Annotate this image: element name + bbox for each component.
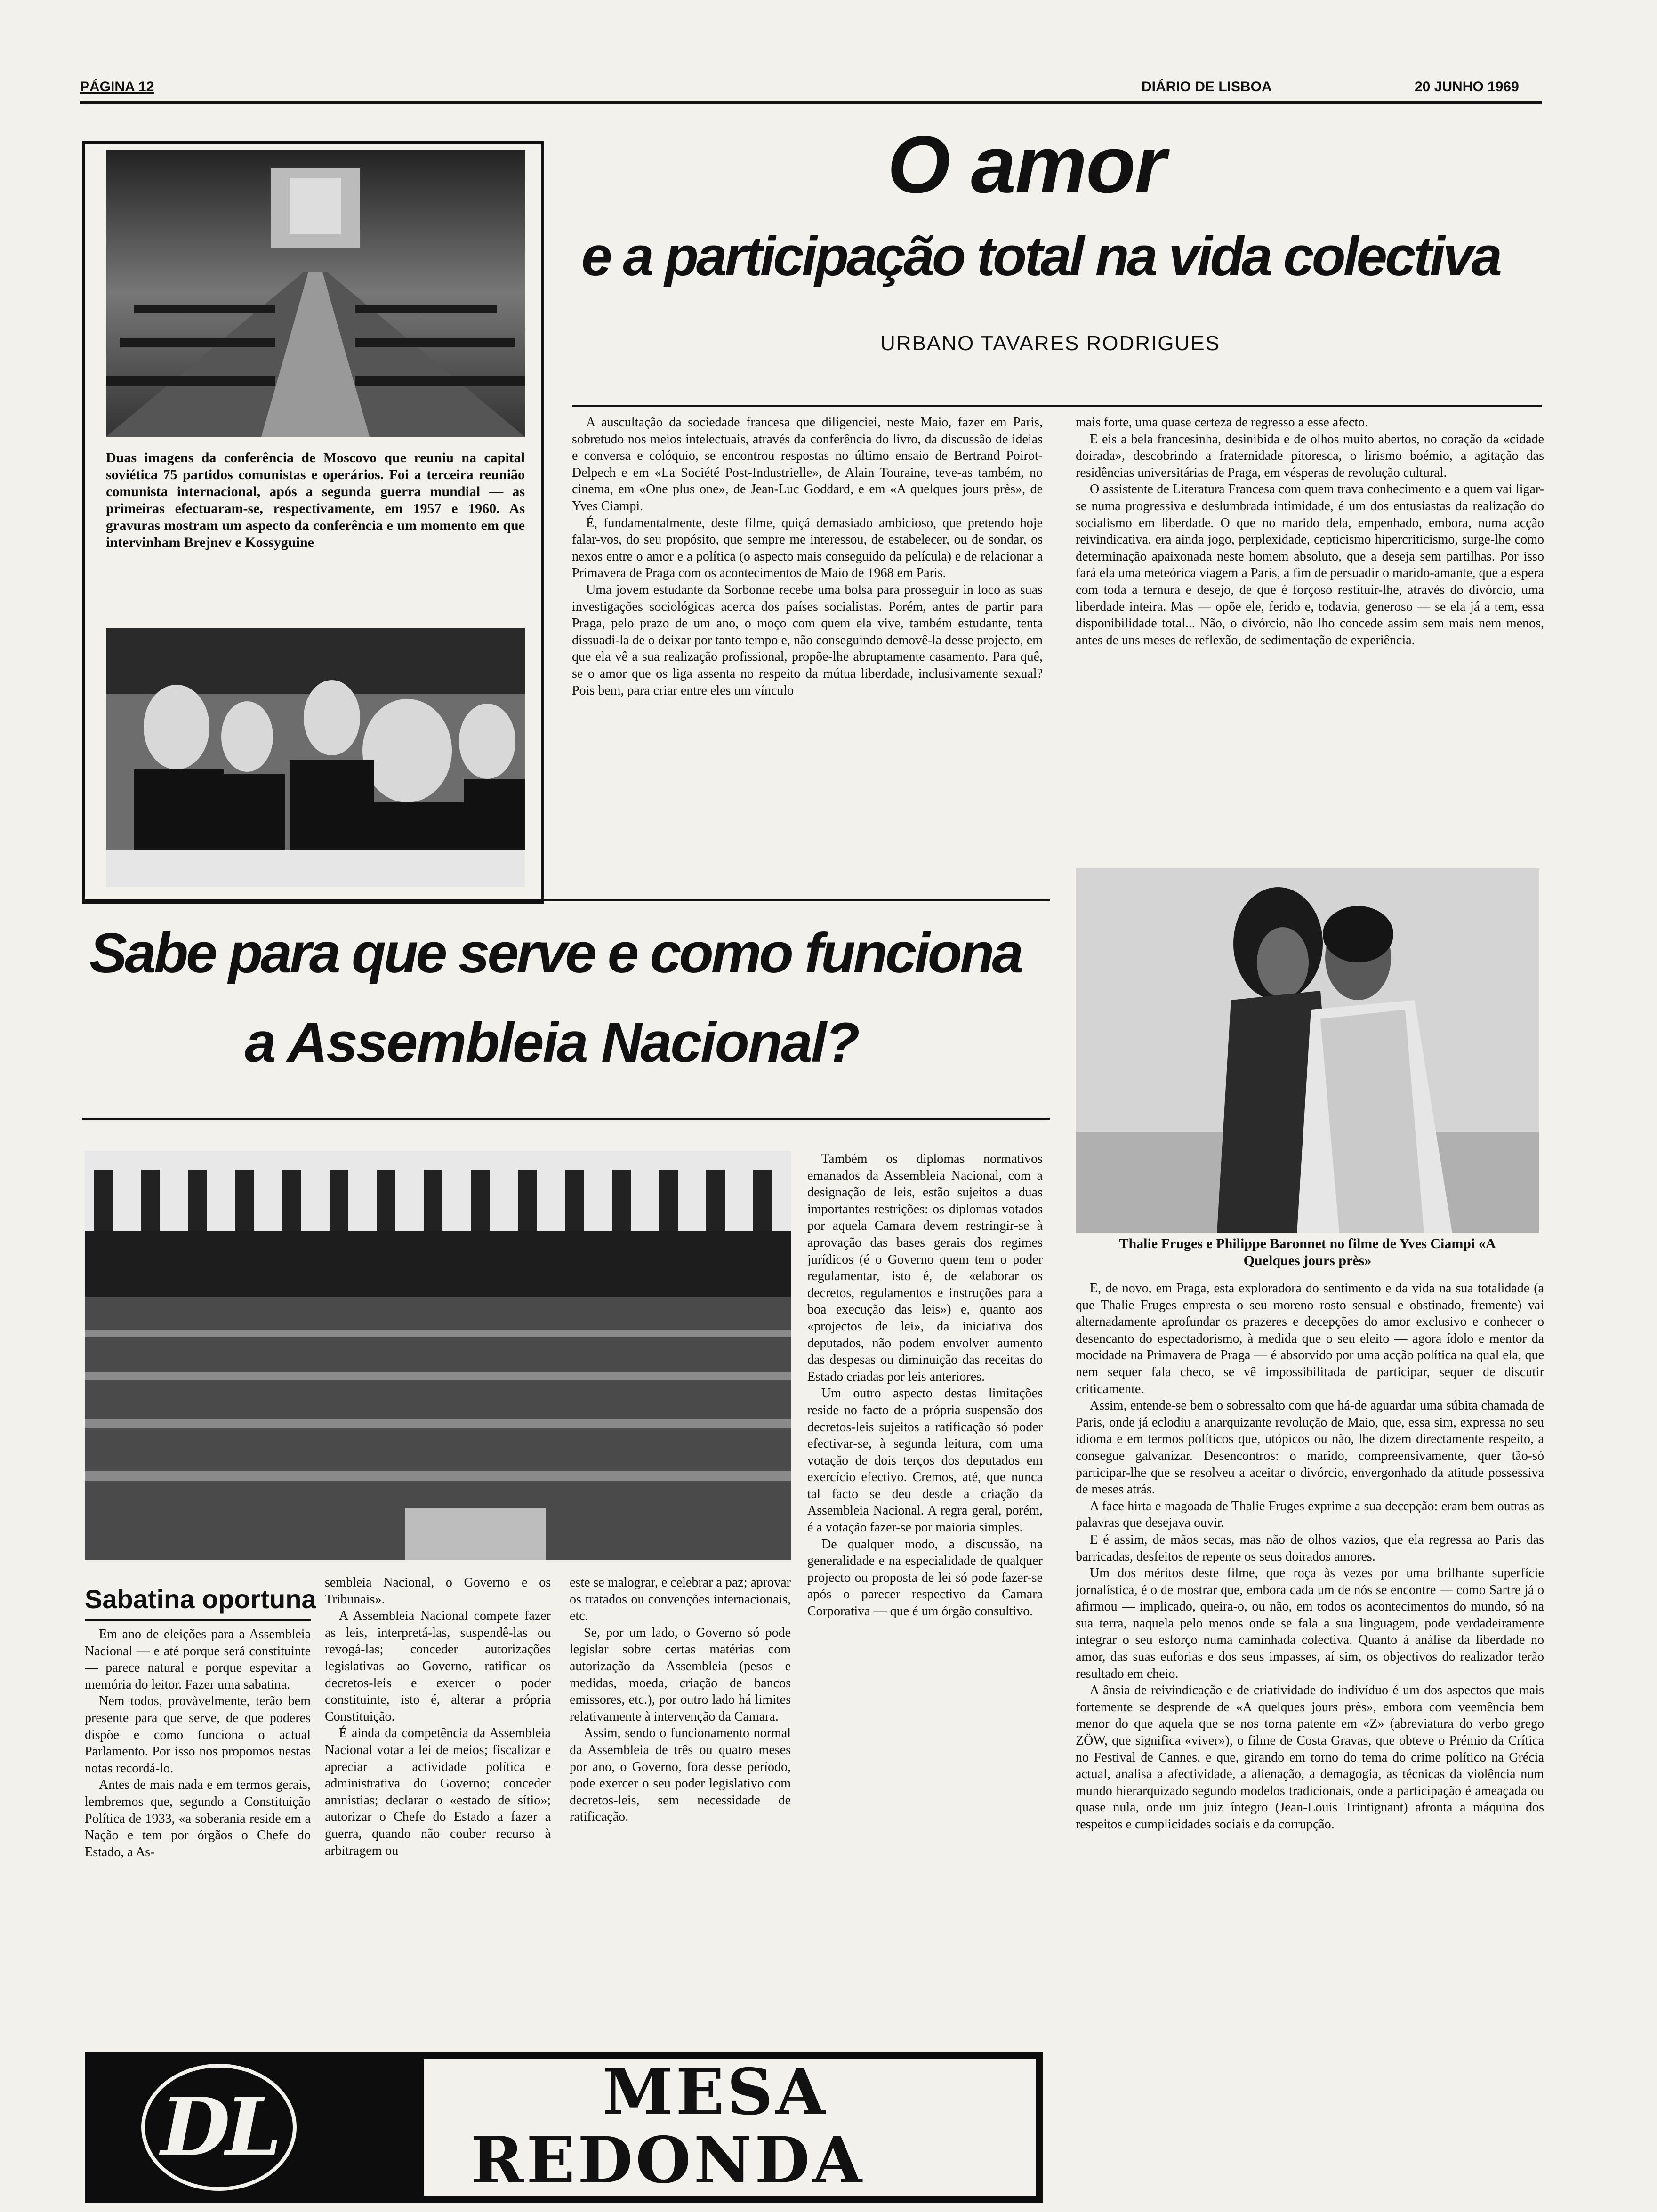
paragraph: Se, por um lado, o Governo só pode legislar sobre certas matérias com autorização da Assembleia (pesos e medidas, moeda, criação de bancos emissores, etc.), por outro lado há limites relativamente à intervenção da Camara. [570,1625,791,1724]
paragraph: E é assim, de mãos secas, mas não de olhos vazios, que ela regressa ao Paris das barricadas, desfeitos de repente os seus doirados amores. [1076,1532,1544,1564]
feature-column-2 [1076,414,1544,854]
moscow-conference-photo [106,150,525,437]
moscow-caption: Duas imagens da conferência de Moscovo que reuniu na capital soviética 75 partidos comunistas e operários. Foi a terceira reunião comunista internacional, após a segunda guerra mundial — as primeiras efectuaram-se, respectivamente, em 1957 e 1960. As gravuras mostram um aspecto da conferência e um momento em que intervinham Brejnev e Kossyguine [106,450,525,550]
assembly-top-rule [82,899,1050,901]
paragraph: É, fundamentalmente, deste filme, quiçá demasiado ambicioso, que pretendo hoje falar-vos, do seu propósito, que sempre me interessou, de estabelecer, ou de sondar, os nexos entre o amor e a política (o aspecto mais conseguido da película) e de relacionar a Primavera de Praga com os acontecimentos de Maio de 1968 em Paris. [572,515,1043,581]
paragraph: mais forte, uma quase certeza de regresso a esse afecto. [1076,415,1368,430]
assembly-headline-2: a Assembleia Nacional? [245,1011,859,1074]
paragraph: A face hirta e magoada de Thalie Fruges exprime a sua decepção: eram bem outras as palavras que desejava ouvir. [1076,1499,1544,1531]
paragraph: Uma jovem estudante da Sorbonne recebe uma bolsa para prosseguir in loco as suas investigações sociológicas acerca dos países socialistas. Porém, antes de partir para Praga, pelo prazo de um ano, o moço com quem ela vive, também estudante, tenta dissuadi-la de o deixar por tanto tempo e, não conseguindo demovê-la desse projecto, em que ela vê a sua realização profissional, propõe-lhe abruptamente casamento. Para quê, se o amor que os liga assenta no respeito da mútua liberdade, inclusivamente sexual? Pois bem, para criar entre eles um vínculo [572,582,1043,698]
feature-author: URBANO TAVARES RODRIGUES [880,332,1220,355]
paragraph: Um outro aspecto destas limitações reside no facto de a própria suspensão dos decretos-leis sujeitos a ratificação só poder efectivar-se, à segunda leitura, com uma votação de dois terços dos deputados em exercício efectivo. Cremos, até, que nunca tal facto se deu desde a criação da Assembleia Nacional. A regra geral, porém, é a votação fazer-se por maioria simples. [807,1386,1043,1535]
feature-column-1 [572,414,1043,899]
assembly-column-3 [570,1574,791,2040]
newspaper-name: DIÁRIO DE LISBOA [1142,79,1272,95]
page-number: PÁGINA 12 [80,79,154,95]
assembly-column-4 [807,1151,1043,2040]
dl-logo-text: DL [161,2080,277,2174]
assembly-hall-photo [85,1151,791,1560]
paragraph: sembleia Nacional, o Governo e os Tribunais». [325,1575,551,1607]
paragraph: A ânsia de reivindicação e de criatividade do indivíduo é um dos aspectos que mais fortemente se desprende de «A quelques jours près», embora com veemência bem menor do que aquela que se nos torna patente em «Z» (abreviatura do verbo grego ZÖW, que significa «viver»), o filme de Costa Gravas, que obteve o Prémio da Crítica no Festival de Cannes, e que, girando em torno do tema do crime político na Grécia actual, analisa a afectividade, a alienação, a demagogia, as técnicas da violência num mundo hierarquizado segundo modelos tradicionais, onde a participação é ameaçada ou quase nula, onde um juiz íntegro (Jean-Louis Trintignant) afronta a máquina dos respeitos e cumplicidades sociais e da corrupção. [1076,1683,1544,1832]
feature-title: O amor [887,120,1166,210]
assembly-column-1 [85,1626,311,2040]
assembly-headline: Sabe para que serve e como funciona [89,922,1022,985]
brezhnev-kosygin-photo [106,628,525,887]
banner-line-2: REDONDA [471,2123,865,2197]
paragraph: E eis a bela francesinha, desinibida e de olhos muito abertos, no coração da «cidade doirada», descobrindo a fraternidade pitoresca, o lirismo boémio, a agitação das residências universitárias de Praga, em vésperas de revolução cultural. [1076,432,1544,480]
paragraph: E, de novo, em Praga, esta exploradora do sentimento e da vida na sua totalidade (a que Thalie Fruges empresta o seu moreno rosto sensual e obstinado, fremente) vai alternadamente aprofundar os prazeres e decepções do amor exclusivo e conhecer o desencanto do espectadorismo, à medida que o seu eleito — agora ídolo e mentor da mocidade na Primavera de Praga — é absorvido por uma acção política na qual ela, que nem sequer fala checo, se vê impossibilitada de participar, sequer de discutir criticamente. [1076,1281,1544,1396]
paragraph: Assim, sendo o funcionamento normal da Assembleia de três ou quatro meses por ano, o Governo, fora desse período, pode exercer o seu poder legislativo com decretos-leis, sem necessidade de ratificação. [570,1726,791,1825]
paragraph: este se malograr, e celebrar a paz; aprovar os tratados ou convenções internacionais, etc. [570,1575,791,1624]
film-still-photo [1076,868,1539,1233]
assembly-column-2 [325,1574,551,2040]
paragraph: Em ano de eleições para a Assembleia Nacional — e até porque será constituinte — parece natural e porque espevitar a memória do leitor. Fazer uma sabatina. [85,1627,311,1692]
feature-column-3 [1076,1280,1544,2174]
paragraph: De qualquer modo, a discussão, na generalidade e na especialidade de qualquer projecto ou proposta de lei só pode fazer-se após o parecer respectivo da Camara Corporativa — que é um órgão consultivo. [807,1537,1043,1619]
paragraph: Também os diplomas normativos emanados da Assembleia Nacional, com a designação de leis, estão sujeitos a duas importantes restrições: os diplomas votados por aquela Camara devem restringir-se à aprovação das bases gerais dos regimes jurídicos (é o Governo quem tem o poder regulamentar, isto é, de «elaborar os decretos, regulamentos e instruções para a boa execução das leis») e, quanto aos «projectos de lei», da iniciativa dos deputados, não podem envolver aumento das despesas ou diminuição das receitas do Estado criadas por leis anteriores. [807,1152,1043,1384]
issue-date: 20 JUNHO 1969 [1415,79,1519,95]
feature-rule [572,405,1542,407]
feature-subtitle: e a participação total na vida colectiva [581,225,1500,288]
paragraph: A auscultação da sociedade francesa que diligenciei, neste Maio, fazer em Paris, sobretudo nos meios intelectuais, através da conferência do livro, da discussão de ideias e conversa e colóquio, se encontrou respostas no último ensaio de Bertrand Poirot-Delpech e em «La Société Post-Industrielle», de Alain Touraine, teve-as também, no cinema, em «One plus one», de Jean-Luc Goddard, e em «A quelques jours près», de Yves Ciampi. [572,415,1043,513]
assembly-subhead: Sabatina oportuna [85,1584,316,1614]
paragraph: Nem todos, provàvelmente, terão bem presente para que serve, de que poderes dispõe e como funciona o actual Parlamento. Por isso nos propomos nestas notas recordá-lo. [85,1694,311,1776]
masthead-rule [80,101,1542,104]
film-caption: Thalie Fruges e Philippe Baronnet no filme de Yves Ciampi «A Quelques jours près» [1119,1236,1496,1268]
paragraph: Assim, entende-se bem o sobressalto com que há-de aguardar uma súbita chamada de Paris, onde já eclodiu a anarquizante revolução de Maio, que, essa sim, expressa no seu idioma e em termos políticos que, utópicos ou não, lhe dizem directamente respeito, a consegue galvanizar. Desencontros: o marido, compreensivamente, quer tão-só participar-lhe que se resolveu a aceitar o divórcio, envergonhado da atitude possessiva de meses atrás. [1076,1398,1544,1497]
paragraph: Um dos méritos deste filme, que roça às vezes por uma brilhante superfície jornalística, é o de mostrar que, embora cada um de nós se encontre — como Sartre já o afirmou — implicado, queira-o, ou não, em todos os acontecimentos do mundo, só na sua terra, naquela pelo menos onde se fala a sua linguagem, pode verdadeiramente integrar o seu esforço numa caminhada colectiva. Quanto à análise da liberdade no amor, das suas euforias e dos seus impasses, aí sim, os objectivos do realizador terão resultado em cheio. [1076,1566,1544,1681]
banner-line-1: MESA [603,2054,828,2129]
paragraph: Antes de mais nada e em termos gerais, lembremos que, segundo a Constituição Política de 1933, «a soberania reside em a Nação e tem por órgãos o Chefe do Estado, a As- [85,1778,311,1859]
dl-logo [141,2064,297,2191]
subhead-rule [85,1619,311,1621]
paragraph: É ainda da competência da Assembleia Nacional votar a lei de meios; fiscalizar e apreciar a actividade política e administrativa do Governo; conceder amnistias; declarar o «estado de sítio»; autorizar o Chefe do Estado a fazer a guerra, quando não couber recurso à arbitragem ou [325,1726,551,1858]
assembly-divider [82,1118,1050,1120]
paragraph: O assistente de Literatura Francesa com quem trava conhecimento e a quem vai ligar-se numa progressiva e deslumbrada intimidade, é um dos entusiastas da realização do socialismo em liberdade. O que no marido dela, empenhado, embora, numa acção reivindicativa, era ainda jogo, perplexidade, cepticismo hipercriticismo, surge-lhe como determinação apaixonada neste homem absoluto, que a deseja sem partilhas. Por isso fará ela uma meteórica viagem a Paris, a fim de persuadir o marido-amante, que a espera com toda a ternura e desejo, de que é forçoso restituir-lhe, através do divórcio, uma liberdade inteira. Mas — opõe ele, ferido e, todavia, generoso — se ela já a tem, essa disponibilidade total... Não, o divórcio, não lho concede assim sem mais nem menos, antes de uns meses de reflexão, de sedimentação de experiência. [1076,482,1544,648]
paragraph: A Assembleia Nacional compete fazer as leis, interpretá-las, suspendê-las ou revogá-las; conceder autorizações legislativas ao Governo, ratificar os decretos-leis e exercer o poder constituinte, isto é, alterar a própria Constituição. [325,1609,551,1724]
